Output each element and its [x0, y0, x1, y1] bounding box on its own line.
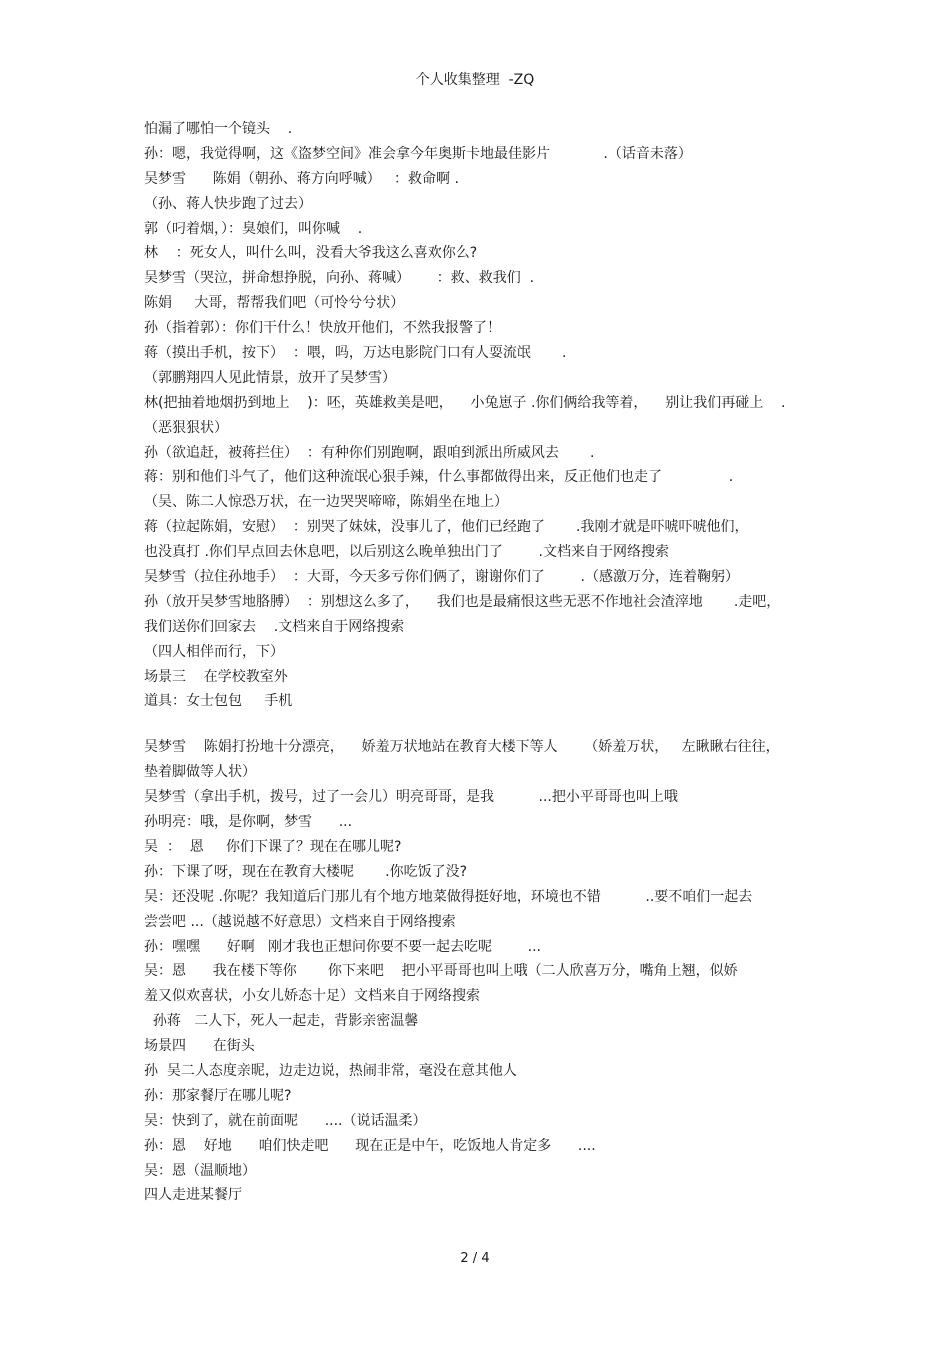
- text-line: 怕漏了哪怕一个镜头 .: [144, 121, 293, 137]
- text-line: 吴梦雪（拉住孙地手） ：大哥，今天多亏你们俩了，谢谢你们了 .（感激万分，连着鞠躬）: [144, 569, 739, 586]
- text-line: 场景四 在街头: [144, 1038, 255, 1055]
- text-line: 蒋：别和他们斗气了，他们这种流氓心狠手辣，什么事都做得出来，反正他们也走了 .: [144, 469, 734, 486]
- text-line: 孙（放开吴梦雪地胳膊） ：别想这么多了， 我们也是最痛恨这些无恶不作地社会渣滓地 .走吧，: [144, 593, 781, 610]
- page-number: 2 / 4: [460, 1251, 490, 1266]
- text-line: 孙：嗯，我觉得啊，这《盗梦空间》准会拿今年奥斯卡地最佳影片 .（话音未落）: [144, 145, 692, 162]
- text-line: 吴梦雪（拿出手机，拨号，过了一会儿）明亮哥哥，是我 ...把小平哥哥也叫上哦: [144, 789, 678, 806]
- text-line: 孙：嘿嘿 好啊 刚才我也正想问你要不要一起去吃呢 ...: [144, 938, 542, 955]
- text-line: 孙：那家餐厅在哪儿呢?: [144, 1087, 292, 1104]
- text-line: 郭（叼着烟，）：臭娘们，叫你喊 .: [144, 220, 363, 237]
- text-line: 吴：恩（温顺地）: [144, 1162, 256, 1179]
- text-line: 吴：恩 我在楼下等你 你下来吧 把小平哥哥也叫上哦（二人欣喜万分，嘴角上翘，似娇: [144, 963, 738, 980]
- text-line: 我们送你们回家去 .文档来自于网络搜索: [144, 618, 405, 635]
- text-line: 道具：女士包包 手机: [144, 693, 293, 710]
- text-line: 孙：恩 好地 咱们快走吧 现在正是中午，吃饭地人肯定多 ....: [144, 1137, 596, 1154]
- text-line: （四人相伴而行，下）: [144, 643, 284, 660]
- text-line: [144, 714, 824, 735]
- text-line: 尝尝吧 ...（越说越不好意思）文档来自于网络搜索: [144, 913, 456, 930]
- text-line: 孙 吴二人态度亲昵，边走边说，热闹非常，毫没在意其他人: [144, 1062, 517, 1079]
- script-body: [144, 117, 824, 1208]
- text-line: 吴梦雪 陈娟打扮地十分漂亮， 娇羞万状地站在教育大楼下等人 （娇羞万状， 左瞅瞅右往往，: [144, 739, 780, 756]
- text-line: 也没真打 .你们早点回去休息吧，以后别这么晚单独出门了 .文档来自于网络搜索: [144, 544, 669, 561]
- text-line: （郭鹏翔四人见此情景，放开了吴梦雪）: [144, 369, 396, 386]
- text-line: 孙（欲追赶，被蒋拦住） ：有种你们别跑啊，跟咱到派出所威风去 .: [144, 444, 595, 461]
- text-line: 林 ：死女人，叫什么叫，没看大爷我这么喜欢你么?: [144, 245, 478, 262]
- text-line: （吴、陈二人惊恐万状，在一边哭哭啼啼，陈娟坐在地上）: [144, 494, 508, 511]
- text-line: 吴：快到了，就在前面呢 ....（说话温柔）: [144, 1112, 427, 1129]
- text-line: 羞又似欢喜状，小女儿娇态十足）文档来自于网络搜索: [144, 988, 480, 1005]
- text-line: （孙、蒋人快步跑了过去）: [144, 195, 312, 212]
- text-line: 林(把抽着地烟扔到地上 )：呸，英雄救美是吧， 小兔崽子 .你们俩给我等着， 别让我们再碰上 .: [144, 394, 786, 411]
- text-line: 蒋（摸出手机，按下） ：喂，吗，万达电影院门口有人耍流氓 .: [144, 345, 567, 362]
- text-line: 孙明亮：哦，是你啊，梦雪 ...: [144, 814, 353, 831]
- text-line: 吴 ： 恩 你们下课了？现在在哪儿呢?: [144, 838, 402, 855]
- text-line: 孙蒋 二人下，死人一起走，背影亲密温馨: [144, 1013, 419, 1030]
- text-line: 蒋（拉起陈娟，安慰） ：别哭了妹妹，没事儿了，他们已经跑了 .我刚才就是吓唬吓唬他们，: [144, 519, 749, 536]
- text-line: 孙（指着郭）：你们干什么！快放开他们，不然我报警了！: [144, 320, 501, 337]
- text-line: 垫着脚做等人状）: [144, 764, 256, 781]
- text-line: （恶狠狠状）: [144, 419, 228, 436]
- text-line: 吴梦雪 陈娟（朝孙、蒋方向呼喊） ：救命啊 .: [144, 170, 459, 187]
- text-line: 陈娟 大哥，帮帮我们吧（可怜兮兮状）: [144, 295, 405, 312]
- text-line: 吴梦雪（哭泣，拼命想挣脱，向孙、蒋喊） ：救、救我们 .: [144, 270, 535, 287]
- text-line: 四人走进某餐厅: [144, 1187, 242, 1204]
- text-line: 吴：还没呢 .你呢？我知道后门那儿有个地方地菜做得挺好地，环境也不错 ..要不咱们一起去: [144, 888, 753, 905]
- text-line: 场景三 在学校教室外: [144, 668, 288, 685]
- page-header: 个人收集整理 -ZQ: [415, 72, 535, 88]
- text-line: 孙：下课了呀，现在在教育大楼呢 .你吃饭了没?: [144, 863, 468, 880]
